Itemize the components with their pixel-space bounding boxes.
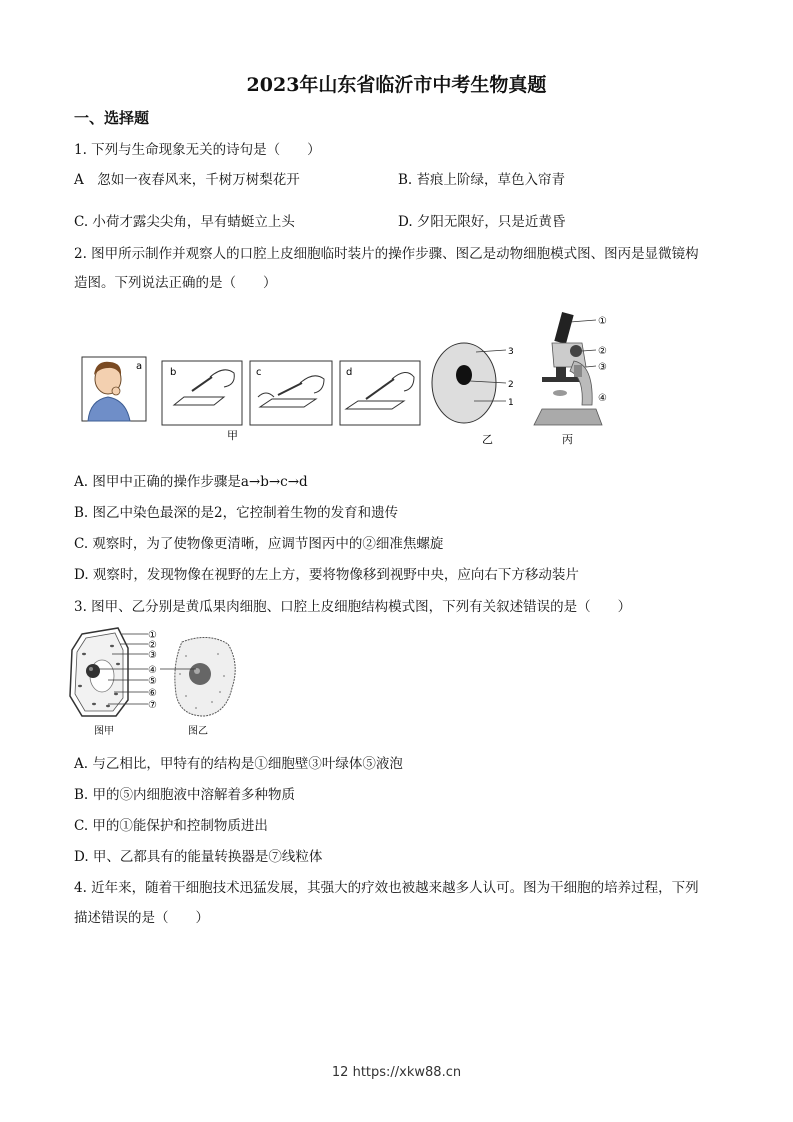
q2-cell-label-2: 2 (508, 380, 514, 390)
q3-option-b: B. 甲的⑤内细胞液中溶解着多种物质 (74, 787, 296, 803)
q2-caption-yi: 乙 (482, 433, 493, 446)
q2-figure (74, 305, 634, 455)
q4-stem-line1: 4. 近年来，随着干细胞技术迅猛发展，其强大的疗效也被越来越多人认可。图为干细胞的培养过程，下列 (74, 880, 699, 896)
q2-panel-a (82, 357, 146, 421)
q1-option-c: C. 小荷才露尖尖角，早有蜻蜓立上头 (74, 214, 295, 230)
q3-animal-cell (175, 637, 235, 716)
q1-stem: 1. 下列与生命现象无关的诗句是（ ） (74, 142, 321, 158)
q3-label-5: ⑤ (148, 676, 157, 687)
q4-stem-line2: 描述错误的是（ ） (74, 910, 209, 926)
q3-label-3: ③ (148, 650, 157, 661)
q2-scope-label-1: ① (598, 316, 607, 327)
q2-caption-bing: 丙 (562, 433, 573, 446)
page-footer: 12 https://xkw88.cn (331, 1065, 462, 1080)
q2-panel-d (340, 361, 420, 425)
q3-figure (68, 624, 258, 744)
q1-option-b: B. 苔痕上阶绿，草色入帘青 (398, 172, 566, 188)
q2-cell-label-1: 1 (508, 398, 514, 408)
q3-plant-cell (70, 628, 128, 716)
q3-option-a: A. 与乙相比，甲特有的结构是①细胞壁③叶绿体⑤液泡 (74, 756, 403, 772)
q3-option-d: D. 甲、乙都具有的能量转换器是⑦线粒体 (74, 849, 323, 865)
q3-stem: 3. 图甲、乙分别是黄瓜果肉细胞、口腔上皮细胞结构模式图，下列有关叙述错误的是（ ） (74, 599, 632, 615)
q1-option-a: A 忽如一夜春风来，千树万树梨花开 (74, 172, 300, 188)
q2-cell-label-3: 3 (508, 347, 514, 357)
q3-label-4: ④ (148, 665, 157, 676)
q2-panel-a-label: a (136, 361, 143, 372)
q3-label-6: ⑥ (148, 688, 157, 699)
q2-option-b: B. 图乙中染色最深的是2，它控制着生物的发育和遗传 (74, 505, 399, 521)
q2-scope-label-2: ② (598, 346, 607, 357)
q2-stem-line1: 2. 图甲所示制作并观察人的口腔上皮细胞临时装片的操作步骤、图乙是动物细胞模式图、图丙是显微镜构 (74, 246, 699, 262)
q3-caption-jia: 图甲 (94, 726, 114, 737)
q2-scope-label-4: ④ (598, 393, 607, 404)
q2-panel-d-label: d (346, 367, 353, 378)
q3-caption-yi: 图乙 (188, 726, 208, 737)
q2-option-d: D. 观察时，发现物像在视野的左上方，要将物像移到视野中央，应向右下方移动装片 (74, 567, 579, 583)
q2-panel-c-label: c (256, 367, 262, 378)
page-title: 2023年山东省临沂市中考生物真题 (246, 74, 547, 96)
q3-label-1: ① (148, 630, 157, 641)
section-heading: 一、选择题 (74, 109, 150, 127)
q3-label-2: ② (148, 640, 157, 651)
q2-stem-line2: 造图。下列说法正确的是（ ） (74, 275, 277, 291)
q2-option-c: C. 观察时，为了使物像更清晰，应调节图丙中的②细准焦螺旋 (74, 536, 444, 552)
q2-microscope (534, 312, 607, 425)
q3-option-c: C. 甲的①能保护和控制物质进出 (74, 818, 268, 834)
q2-panel-b (162, 361, 242, 425)
q1-option-d: D. 夕阳无限好，只是近黄昏 (398, 214, 566, 230)
q3-label-7: ⑦ (148, 700, 157, 711)
q2-panel-b-label: b (170, 367, 177, 378)
q2-option-a: A. 图甲中正确的操作步骤是a→b→c→d (74, 474, 308, 490)
q2-caption-jia: 甲 (227, 429, 238, 442)
q2-scope-label-3: ③ (598, 362, 607, 373)
q2-animal-cell (432, 343, 514, 423)
q2-panel-c (250, 361, 332, 425)
